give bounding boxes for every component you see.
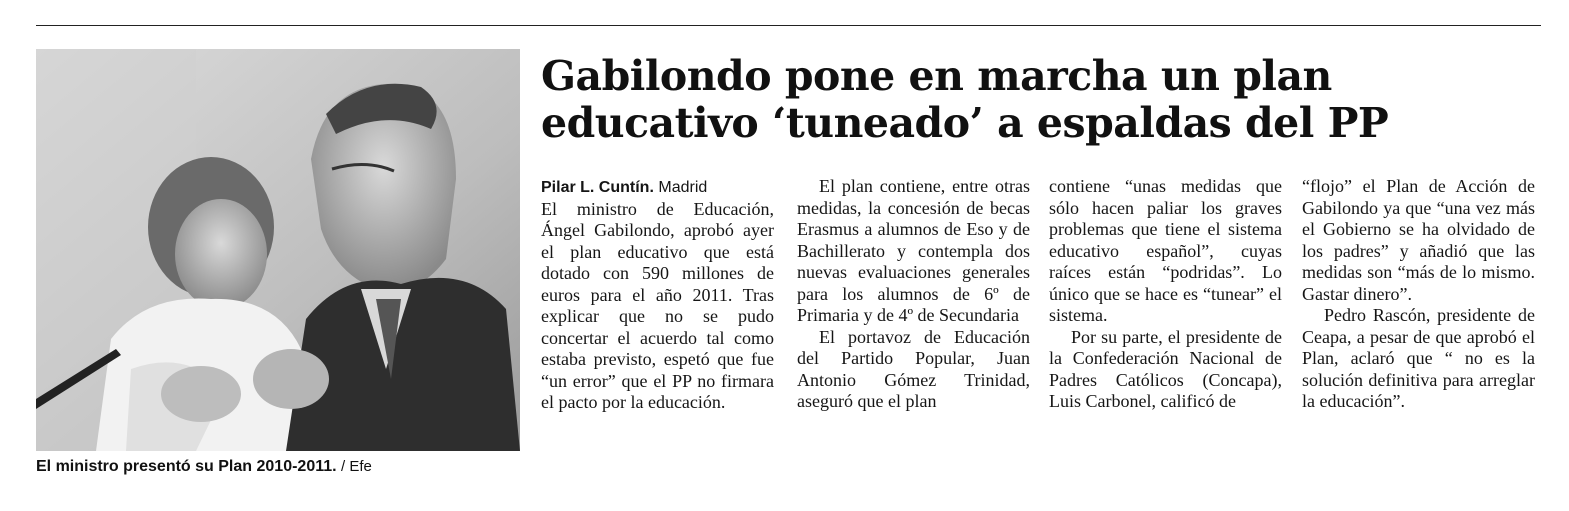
headline-line-1: Gabilondo pone en marcha un plan <box>541 52 1332 100</box>
caption-text: El ministro presentó su Plan 2010-2011. <box>36 458 337 475</box>
paragraph-3-continued: contiene “unas medidas que sólo hacen paliar los graves problemas que tiene el sistema educativo español”, cuyas raíces están “podridas”. Lo único que se hace es “tunear” el sistema. <box>1049 176 1282 325</box>
top-rule <box>36 25 1541 26</box>
headline-line-2: educativo ‘tuneado’ a espaldas del PP <box>541 99 1389 147</box>
article-photo <box>36 49 520 451</box>
paragraph-5: Pedro Rascón, presidente de Ceapa, a pesar de que aprobó el Plan, aclaró que “ no es la solución definitiva para arreglar la educación”. <box>1302 305 1535 411</box>
photo-caption <box>36 458 520 476</box>
byline-place: Madrid <box>658 179 708 196</box>
paragraph-4: Por su parte, el presidente de la Confederación Nacional de Padres Católicos (Concapa), Luis Carbonel, calificó de <box>1049 326 1282 411</box>
paragraph-3: El portavoz de Educación del Partido Popular, Juan Antonio Gómez Trinidad, aseguró que el plan <box>797 326 1030 411</box>
photo-credit: / Efe <box>341 458 372 475</box>
byline <box>541 176 774 199</box>
paragraph-2: El plan contiene, entre otras medidas, la concesión de becas Erasmus a alumnos de Eso y de Bachillerato y contempla dos nuevas evaluaciones generales para los alumnos de 6º de Primaria y de 4º de Secundaria <box>797 176 1030 325</box>
byline-author: Pilar L. Cuntín. <box>541 179 654 196</box>
column-3 <box>1049 176 1282 496</box>
paragraph-1: El ministro de Educación, Ángel Gabilondo, aprobó ayer el plan educativo que está dotado con 590 millones de euros para el año 2011. Tras explicar que no se pudo concertar el acuerdo tal como estaba previsto, espetó que fue “un error” que el PP no firmara el pacto por la educación. <box>541 198 774 412</box>
paragraph-4-continued: “flojo” el Plan de Acción de Gabilondo ya que “una vez más el Gobierno se ha olvidado de los padres” y añadió que las medidas son “más de lo mismo. Gastar dinero”. <box>1302 176 1535 304</box>
column-4 <box>1302 176 1535 496</box>
column-2 <box>797 176 1030 496</box>
column-1 <box>541 176 774 496</box>
headline <box>541 53 1541 147</box>
